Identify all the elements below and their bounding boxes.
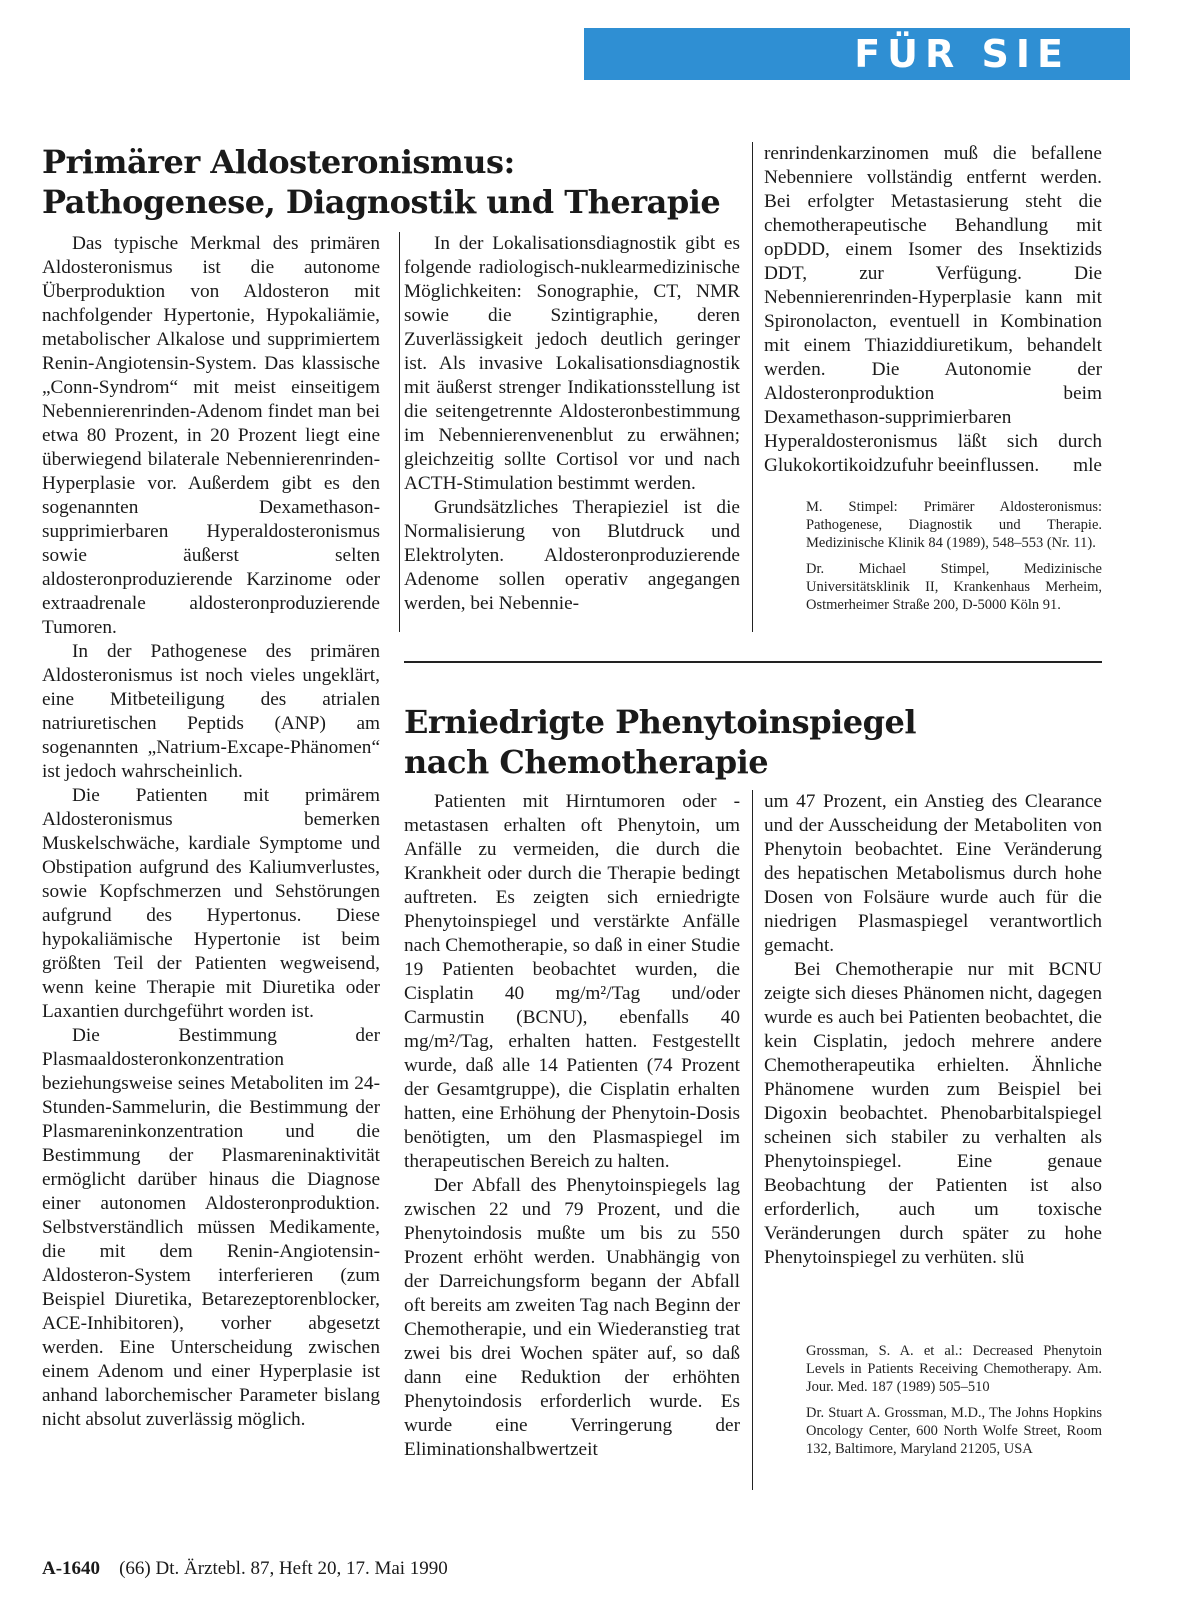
author-address: Dr. Stuart A. Grossman, M.D., The Johns Hopkins Oncology Center, 600 North Wolfe Street, Room 132, Baltimore, Maryland 21205, USA — [806, 1405, 1102, 1457]
article1-column-3 — [764, 142, 1102, 478]
column-divider — [752, 142, 753, 632]
author-address: Dr. Michael Stimpel, Medizinische Universitätsklinik II, Krankenhaus Merheim, Ostmerheimer Straße 200, D-5000 Köln 91. — [806, 561, 1102, 613]
paragraph — [764, 958, 1102, 1270]
reference-citation: Grossman, S. A. et al.: Decreased Phenytoin Levels in Patients Receiving Chemotherapy. Am. Jour. Med. 187 (1989) 505–510 — [806, 1343, 1102, 1395]
article2-column-2 — [764, 790, 1102, 1270]
article1-title — [42, 142, 742, 222]
paragraph: In der Pathogenese des primären Aldosteronismus ist noch vieles ungeklärt, eine Mitbeteiligung des atrialen natriuretischen Peptids (ANP) am sogenannten „Natrium-Excape-Phänomen“ ist jedoch wahrscheinlich. — [42, 641, 380, 782]
paragraph: um 47 Prozent, ein Anstieg des Clearance und der Ausscheidung der Metaboliten von Phenytoin beobachtet. Eine Veränderung des hepatischen Metabolismus durch hohe Dosen von Folsäure wurde auch für die niedrigen Plasmaspiegel verantwortlich gemacht. — [764, 791, 1102, 956]
article2-references — [806, 1342, 1102, 1466]
article1-column-1 — [42, 232, 380, 1432]
page-number: A-1640 — [42, 1558, 101, 1579]
paragraph: Die Bestimmung der Plasmaaldosteronkonzentration beziehungsweise seines Metaboliten im 24-Stunden-Sammelurin, die Bestimmung der Plasmareninkonzentration und die Bestimmung der Plasmareninaktivität ermöglicht darüber hinaus die Diagnose einer autonomen Aldosteronproduktion. Selbstverständlich müssen Medikamente, die mit dem Renin-Angiotensin-Aldosteron-System interferieren (zum Beispiel Diuretika, Betarezeptorenblocker, ACE-Inhibitoren), vorher abgesetzt werden. Eine Unterscheidung zwischen einem Adenom und einer Hyperplasie ist anhand laborchemischer Parameter bislang nicht absolut zuverlässig möglich. — [42, 1025, 380, 1430]
author-signature: slü — [1001, 1247, 1025, 1268]
paragraph: Die Patienten mit primärem Aldosteronismus bemerken Muskelschwäche, kardiale Symptome und Obstipation aufgrund des Kaliumverlustes, sowie Kopfschmerzen und Sehstörungen aufgrund des Hypertonus. Diese hypokaliämische Hypertonie ist beim größten Teil der Patienten wegweisend, wenn keine Therapie mit Diuretika oder Laxantien durchgeführt worden ist. — [42, 785, 380, 1022]
reference-citation: M. Stimpel: Primärer Aldosteronismus: Pathogenese, Diagnostik und Therapie. Medizinische Klinik 84 (1989), 548–553 (Nr. 11). — [806, 499, 1102, 551]
paragraph: Das typische Merkmal des primären Aldosteronismus ist die autonome Überproduktion von Aldosteron mit nachfolgender Hypertonie, Hypokaliämie, metabolischer Alkalose und supprimiertem Renin-Angiotensin-System. Das klassische „Conn-Syndrom“ mit meist einseitigem Nebennierenrinden-Adenom findet man bei etwa 80 Prozent, in 20 Prozent liegt eine überwiegend bilaterale Nebennierenrinden-Hyperplasie vor. Außerdem gibt es den sogenannten Dexamethason-supprimierbaren Hyperaldosteronismus sowie äußerst selten aldosteronproduzierende Karzinome oder extraadrenale aldosteronproduzierende Tumoren. — [42, 233, 380, 638]
article2-title-line1: Erniedrigte Phenytoinspiegel — [404, 703, 916, 741]
paragraph: Patienten mit Hirntumoren oder -metastasen erhalten oft Phenytoin, um Anfälle zu vermeiden, die durch die Krankheit oder durch die Therapie bedingt auftreten. Es zeigten sich erniedrigte Phenytoinspiegel und verstärkte Anfälle nach Chemotherapie, so daß in einer Studie 19 Patienten beobachtet wurden, die Cisplatin 40 mg/m²/Tag und/oder Carmustin (BCNU), ebenfalls 40 mg/m²/Tag, erhalten hatten. Festgestellt wurde, daß alle 14 Patienten (74 Prozent der Gesamtgruppe), die Cisplatin erhalten hatten, eine Erhöhung der Phenytoin-Dosis benötigten, um den Plasmaspiegel im therapeutischen Bereich zu halten. — [404, 791, 740, 1172]
author-signature: mle — [1073, 455, 1102, 476]
paragraph-text: renrindenkarzinomen muß die befallene Nebenniere vollständig entfernt werden. Bei erfolgter Metastasierung steht die chemotherapeutische Behandlung mit opDDD, einem Isomer des Insektizids DDT, zur Verfügung. Die Nebennierenrinden-Hyperplasie kann mit Spironolacton, eventuell in Kombination mit einem Thiaziddiuretikum, behandelt werden. Die Autonomie der Aldosteronproduktion beim Dexamethason-supprimierbaren Hyperaldosteronismus läßt sich durch Glukokortikoidzufuhr beeinflussen. — [764, 143, 1102, 476]
article2-column-1 — [404, 790, 740, 1462]
paragraph: Grundsätzliches Therapieziel ist die Normalisierung von Blutdruck und Elektrolyten. Aldosteronproduzierende Adenome sollen operativ angegangen werden, bei Nebennie- — [404, 497, 740, 614]
article1-column-2 — [404, 232, 740, 616]
article2-title — [404, 702, 1102, 782]
article1-title-line1: Primärer Aldosteronismus: — [42, 143, 515, 181]
column-divider — [752, 790, 753, 1490]
paragraph-text: Bei Chemotherapie nur mit BCNU zeigte sich dieses Phänomen nicht, dagegen wurde es auch bei Patienten beobachtet, die kein Cisplatin, jedoch mehrere andere Chemotherapeutika erhielten. Ähnliche Phänomene wurden zum Beispiel bei Digoxin beobachtet. Phenobarbitalspiegel scheinen sich stabiler zu verhalten als Phenytoinspiegel. Eine genaue Beobachtung der Patienten ist also erforderlich, auch um toxische Veränderungen durch später zu hohe Phenytoinspiegel zu verhüten. — [764, 959, 1102, 1268]
section-banner: FÜR SIE REFERIERT — [584, 28, 1130, 80]
article-separator — [404, 661, 1102, 663]
article2-title-line2: nach Chemotherapie — [404, 743, 769, 781]
article1-title-line2: Pathogenese, Diagnostik und Therapie — [42, 183, 721, 221]
column-divider — [399, 232, 400, 632]
page-footer — [42, 1558, 448, 1580]
paragraph: In der Lokalisationsdiagnostik gibt es folgende radiologisch-nuklearmedizinische Möglichkeiten: Sonographie, CT, NMR sowie die Szintigraphie, deren Zuverlässigkeit jedoch deutlich geringer ist. Als invasive Lokalisationsdiagnostik mit äußerst strenger Indikationsstellung ist die seitengetrennte Aldosteronbestimmung im Nebennierenvenenblut zu erwähnen; gleichzeitig sollte Cortisol vor und nach ACTH-Stimulation bestimmt werden. — [404, 233, 740, 494]
journal-citation: (66) Dt. Ärztebl. 87, Heft 20, 17. Mai 1990 — [119, 1558, 448, 1579]
paragraph — [764, 142, 1102, 478]
article1-references — [806, 498, 1102, 622]
paragraph: Der Abfall des Phenytoinspiegels lag zwischen 22 und 79 Prozent, und die Phenytoindosis mußte um bis zu 550 Prozent erhöht werden. Unabhängig von der Darreichungsform begann der Abfall oft bereits am zweiten Tag nach Beginn der Chemotherapie, und ein Wiederanstieg trat zwei bis drei Wochen später auf, so daß dann eine Reduktion der erhöhten Phenytoindosis erforderlich wurde. Es wurde eine Verringerung der Eliminationshalbwertzeit — [404, 1175, 740, 1460]
